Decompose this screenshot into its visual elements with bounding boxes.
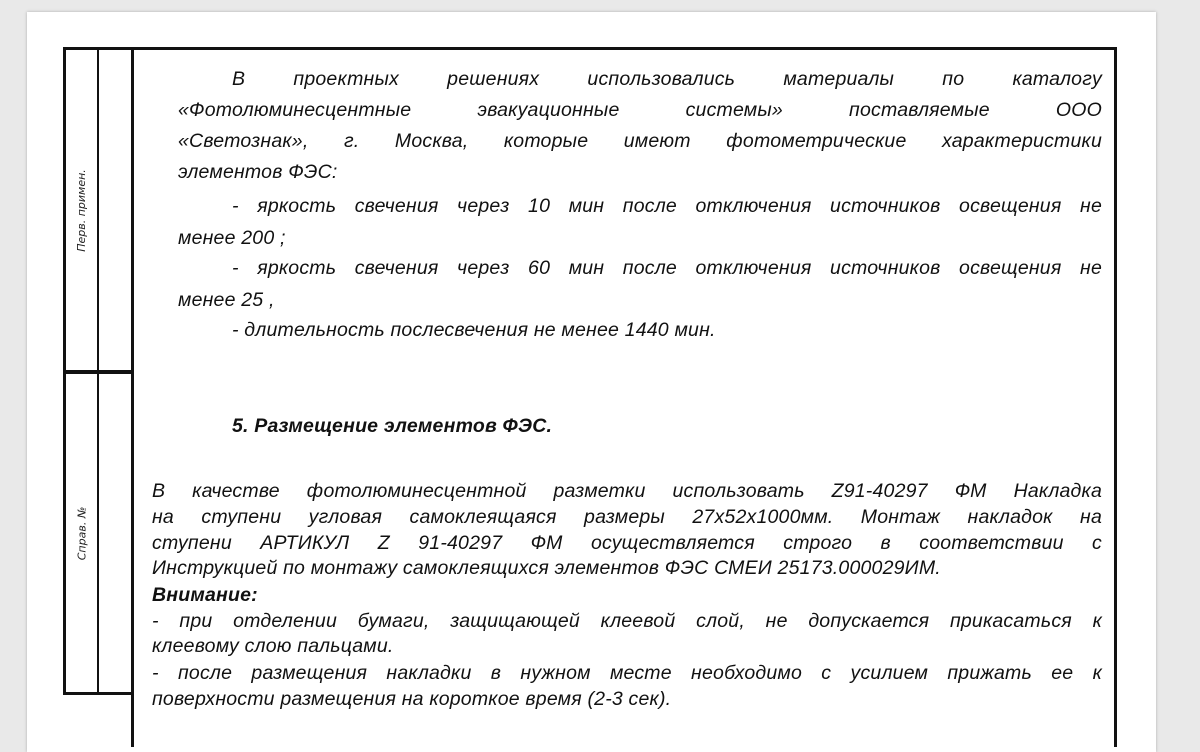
note-line: - при отделении бумаги, защищающей клеевой слой, не допускается прикасаться к	[152, 610, 1102, 632]
section-heading: 5. Размещение элементов ФЭС.	[232, 415, 553, 437]
para-line: на ступени угловая самоклеящаяся размеры 27х52х1000мм. Монтаж накладок на	[152, 506, 1102, 528]
para-line: «Светознак», г. Москва, которые имеют фотометрические характеристики	[178, 130, 1102, 152]
stamp-divider	[97, 50, 99, 370]
para-line: ступени АРТИКУЛ Z 91-40297 ФМ осуществляется строго в соответствии с	[152, 532, 1102, 554]
para-line: В проектных решениях использовались материалы по каталогу	[232, 68, 1102, 90]
bullet-line: - яркость свечения через 60 мин после отключения источников освещения не	[232, 257, 1102, 279]
attention-label: Внимание:	[152, 584, 258, 606]
note-line: поверхности размещения на короткое время (2-3 сек).	[152, 688, 672, 710]
stamp-sprav-no-label: Справ. №	[75, 506, 89, 560]
frame-right-border	[1114, 47, 1117, 747]
bullet-line: - яркость свечения через 10 мин после отключения источников освещения не	[232, 195, 1102, 217]
bullet-line: - длительность послесвечения не менее 1440 мин.	[232, 319, 716, 341]
para-line: В качестве фотолюминесцентной разметки использовать Z91-40297 ФМ Накладка	[152, 480, 1102, 502]
frame-top-border	[63, 47, 1117, 50]
para-line: «Фотолюминесцентные эвакуационные системы» поставляемые ООО	[178, 99, 1102, 121]
note-line: - после размещения накладки в нужном месте необходимо с усилием прижать ее к	[152, 662, 1102, 684]
bullet-line: менее 25 ,	[178, 289, 275, 311]
stamp-perv-primen-label: Перв. примен.	[75, 168, 89, 252]
stamp-divider	[97, 374, 99, 692]
stamp-label-container	[66, 374, 97, 692]
note-line: клеевому слою пальцами.	[152, 635, 394, 657]
bullet-line: менее 200 ;	[178, 227, 286, 249]
para-line: Инструкцией по монтажу самоклеящихся элементов ФЭС СМЕИ 25173.000029ИМ.	[152, 557, 941, 579]
stamp-label-container	[66, 50, 97, 370]
para-line: элементов ФЭС:	[178, 161, 338, 183]
stamp-block-perv-primen	[63, 47, 133, 373]
stamp-block-sprav-no	[63, 371, 133, 695]
